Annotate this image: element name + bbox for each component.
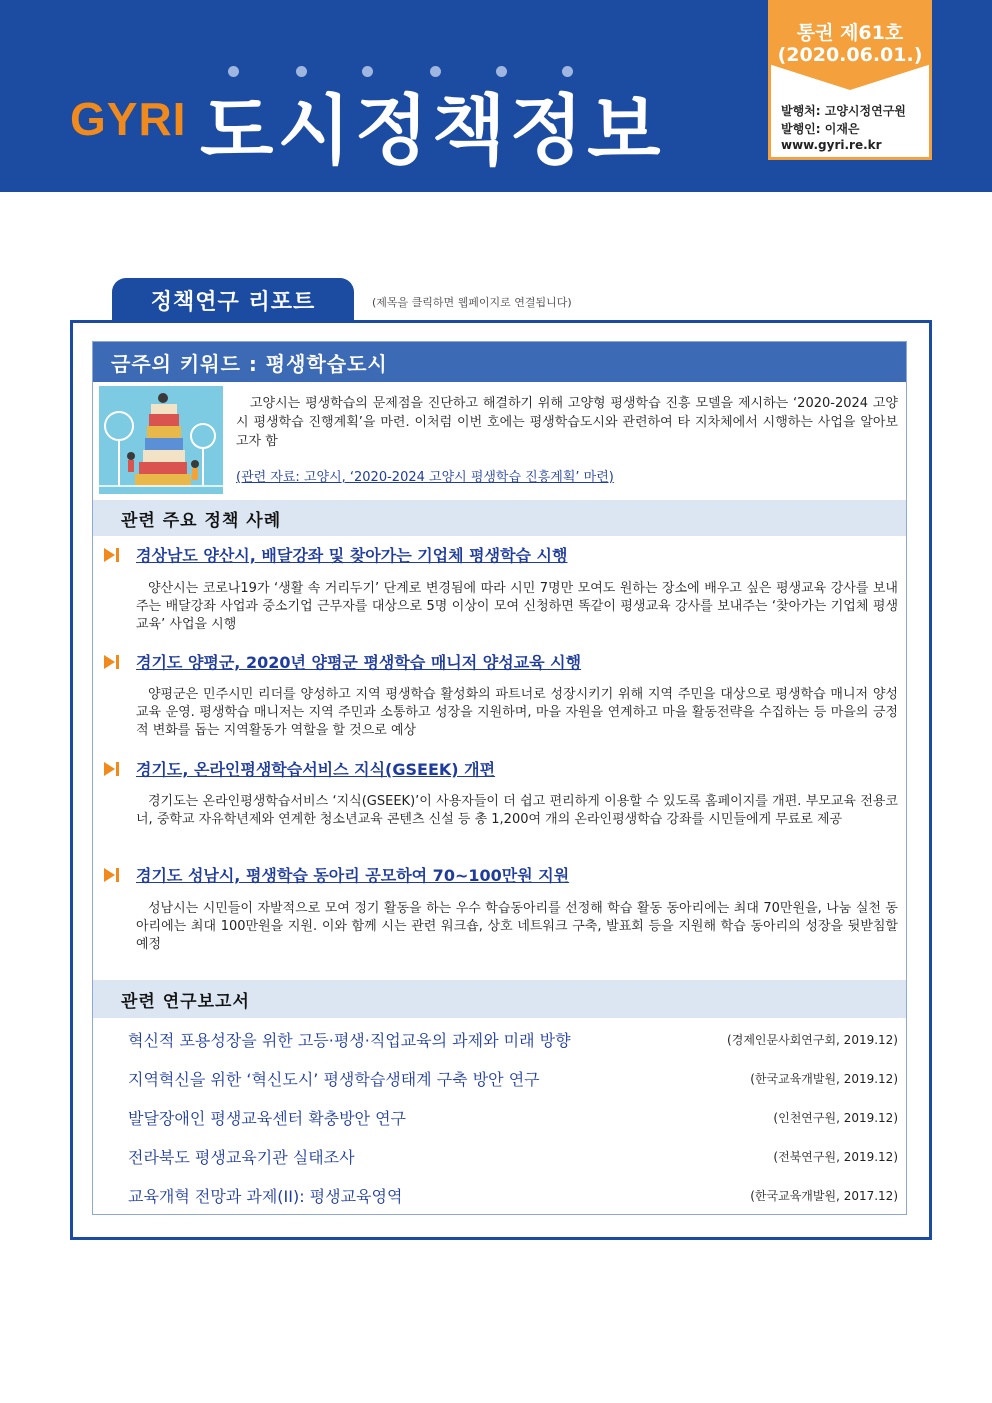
website[interactable]: www.gyri.re.kr	[781, 138, 882, 152]
tab-note: (제목을 클릭하면 웹페이지로 연결됩니다)	[372, 296, 572, 309]
report-title-link[interactable]: 발달장애인 평생교육센터 확충방안 연구	[128, 1109, 407, 1128]
publisher: 발행처: 고양시정연구원	[781, 104, 906, 118]
keyword-intro-text: 고양시는 평생학습의 문제점을 진단하고 해결하기 위해 고양형 평생학습 진흥 모델을 제시하는 ‘2020-2024 고양시 평생학습 진행계획’을 마련. 이처럼 이번 호에는 평생학습도시와 관련하여 타 지차체에서 시행하는 사업을 알아보고자 함	[236, 396, 898, 449]
case-title-link[interactable]: 경기도 성남시, 평생학습 동아리 공모하여 70~100만원 지원	[136, 866, 570, 885]
report-row[interactable]	[128, 1028, 898, 1051]
publication-title: 도시정책정보	[200, 86, 665, 175]
report-source: (전북연구원, 2019.12)	[773, 1150, 898, 1164]
report-row[interactable]	[128, 1145, 898, 1168]
report-row[interactable]	[128, 1067, 898, 1090]
case-body: 양산시는 코로나19가 ‘생활 속 거리두기’ 단계로 변경됨에 따라 시민 7명만 모여도 원하는 장소에 배우고 싶은 평생교육 강사를 보내주는 배달강좌 사업과 중소기업 근무자를 대상으로 5명 이상이 모여 신청하면 똑같이 평생교육 강사를 보내주는 ‘찾아가는 기업체 평생교육’ 사업을 시행	[136, 581, 898, 632]
play-arrow-icon	[104, 546, 122, 564]
case-header[interactable]	[104, 757, 495, 780]
section-tab: 정책연구 리포트	[112, 278, 354, 322]
report-source: (인천연구원, 2019.12)	[773, 1111, 898, 1125]
gyri-logo: GYRI	[70, 93, 187, 145]
case-header[interactable]	[104, 863, 569, 886]
issue-info-box	[768, 0, 932, 160]
header-banner	[0, 0, 992, 192]
report-row[interactable]	[128, 1184, 898, 1207]
issuer: 발행인: 이재은	[781, 122, 860, 136]
lifelong-learning-illustration	[99, 386, 223, 494]
case-title-link[interactable]: 경기도, 온라인평생학습서비스 지식(GSEEK) 개편	[136, 760, 496, 779]
reports-heading: 관련 연구보고서	[93, 980, 906, 1018]
case-header[interactable]	[104, 650, 581, 673]
report-title-link[interactable]: 지역혁신을 위한 ‘혁신도시’ 평생학습생태계 구축 방안 연구	[128, 1070, 540, 1089]
case-header[interactable]	[104, 543, 567, 566]
books-illustration-icon	[99, 386, 223, 494]
issue-number: 통권 제61호	[796, 22, 904, 44]
case-title-link[interactable]: 경기도 양평군, 2020년 양평군 평생학습 매니저 양성교육 시행	[136, 653, 582, 672]
keyword-intro	[236, 394, 898, 451]
play-arrow-icon	[104, 760, 122, 778]
report-source: (경제인문사회연구회, 2019.12)	[727, 1033, 898, 1047]
case-body: 경기도는 온라인평생학습서비스 ‘지식(GSEEK)’이 사용자들이 더 쉽고 편리하게 이용할 수 있도록 홈페이지를 개편. 부모교육 전용코너, 중학교 자유학년제와 연계한 청소년교육 콘텐츠 신설 등 총 1,200여 개의 온라인평생학습 강좌를 시민들에게 무료로 제공	[136, 794, 898, 827]
cases-heading: 관련 주요 정책 사례	[93, 500, 906, 536]
report-row[interactable]	[128, 1106, 898, 1129]
issue-date: (2020.06.01.)	[777, 44, 923, 66]
play-arrow-icon	[104, 653, 122, 671]
report-title-link[interactable]: 전라북도 평생교육기관 실태조사	[128, 1148, 355, 1167]
report-title-link[interactable]: 교육개혁 전망과 과제(II): 평생교육영역	[128, 1187, 403, 1206]
case-title-link[interactable]: 경상남도 양산시, 배달강좌 및 찾아가는 기업체 평생학습 시행	[136, 546, 568, 565]
report-source: (한국교육개발원, 2017.12)	[750, 1189, 898, 1203]
case-body: 성남시는 시민들이 자발적으로 모여 정기 활동을 하는 우수 학습동아리를 선정해 학습 활동 동아리에는 최대 70만원을, 나눔 실천 동아리에는 최대 100만원을 지원. 이와 함께 시는 관련 워크숍, 상호 네트워크 구축, 발표회 등을 지원해 학습 동아리의 성장을 뒷받침할 예정	[136, 901, 898, 952]
keyword-bar: 금주의 키워드 : 평생학습도시	[93, 342, 906, 382]
report-source: (한국교육개발원, 2019.12)	[750, 1072, 898, 1086]
keyword-source-link[interactable]: (관련 자료: 고양시, ‘2020-2024 고양시 평생학습 진흥계획’ 마련)	[236, 470, 614, 485]
case-body: 양평군은 민주시민 리더를 양성하고 지역 평생학습 활성화의 파트너로 성장시키기 위해 지역 주민을 대상으로 평생학습 매니저 양성교육 운영. 평생학습 매니저는 지역 주민과 소통하고 성장을 지원하며, 마을 자원을 연계하고 마을 활동전략을 수집하는 등 마을의 긍정적 변화를 돕는 지역활동가 역할을 할 것으로 예상	[136, 687, 898, 738]
play-arrow-icon	[104, 866, 122, 884]
report-title-link[interactable]: 혁신적 포용성장을 위한 고등·평생·직업교육의 과제와 미래 방향	[128, 1031, 571, 1050]
